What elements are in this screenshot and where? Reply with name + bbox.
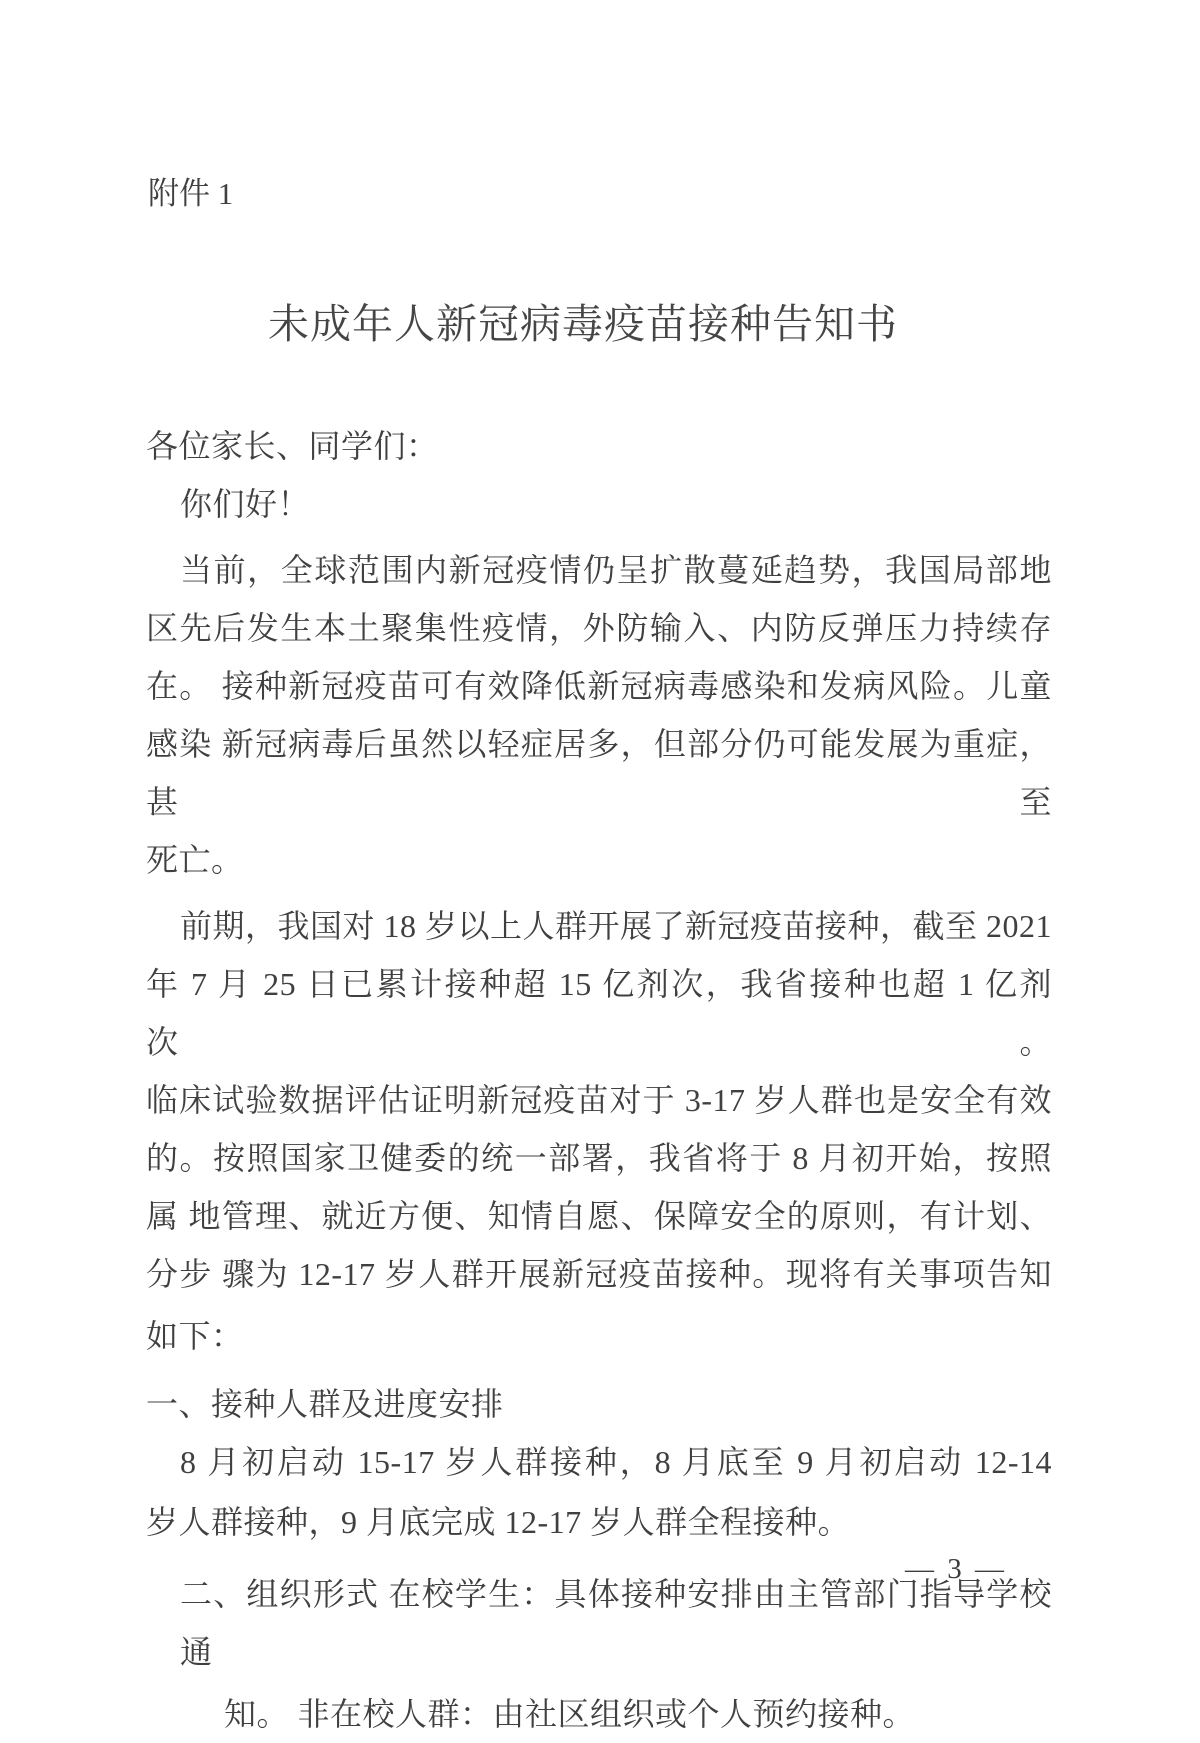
paragraph-line: 8 月初启动 15-17 岁人群接种，8 月底至 9 月初启动 12-14 (180, 1444, 1052, 1480)
paragraph-line: 岁人群接种，9 月底完成 12-17 岁人群全程接种。 (146, 1504, 851, 1540)
page-number: — 3 — (905, 1553, 1007, 1585)
paragraph-line: 前期，我国对 18 岁以上人群开展了新冠疫苗接种，截至 2021 (180, 908, 1053, 944)
paragraph-line: 感染 新冠病毒后虽然以轻症居多，但部分仍可能发展为重症，甚至 (146, 726, 1052, 820)
salutation-line: 你们好！ (180, 486, 311, 522)
paragraph-line: 在。 接种新冠疫苗可有效降低新冠病毒感染和发病风险。儿童 (146, 668, 1052, 704)
paragraph-line: 如下： (146, 1318, 244, 1354)
document-title: 未成年人新冠病毒疫苗接种告知书 (268, 301, 898, 347)
attachment-label: 附件 1 (148, 176, 234, 211)
document-body (146, 417, 1052, 1743)
section-1-heading: 一、接种人群及进度安排 (146, 1386, 504, 1422)
paragraph-line: 区先后发生本土聚集性疫情，外防输入、内防反弹压力持续存 (146, 610, 1052, 646)
section-2-line: 二、组织形式 在校学生：具体接种安排由主管部门指导学校通 (180, 1576, 1052, 1670)
paragraph-line: 的。按照国家卫健委的统一部署，我省将于 8 月初开始，按照 (146, 1140, 1052, 1176)
paragraph-line: 知。 非在校人群：由社区组织或个人预约接种。 (224, 1696, 916, 1732)
paragraph-line: 分步 骤为 12-17 岁人群开展新冠疫苗接种。现将有关事项告知 (146, 1256, 1052, 1292)
paragraph-line: 当前，全球范围内新冠疫情仍呈扩散蔓延趋势，我国局部地 (180, 552, 1052, 588)
paragraph-line: 属 地管理、就近方便、知情自愿、保障安全的原则，有计划、 (146, 1198, 1052, 1234)
paragraph-line: 死亡。 (146, 842, 244, 878)
paragraph-line: 年 7 月 25 日已累计接种超 15 亿剂次，我省接种也超 1 亿剂次。 (146, 966, 1052, 1060)
greeting-line: 各位家长、同学们： (146, 428, 439, 464)
paragraph-line: 临床试验数据评估证明新冠疫苗对于 3-17 岁人群也是安全有效 (146, 1082, 1052, 1118)
